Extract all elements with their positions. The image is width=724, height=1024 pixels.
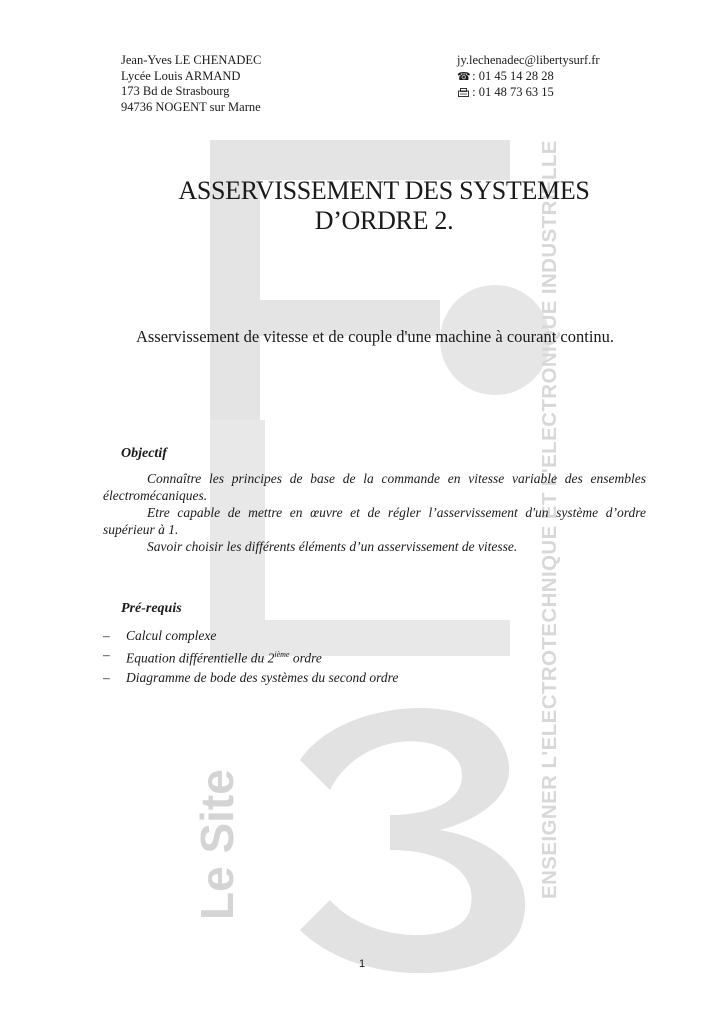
list-item: – Diagramme de bode des systèmes du second ordre — [103, 669, 399, 685]
prerequis-list — [103, 626, 398, 687]
fax-number: : 01 48 73 63 15 — [472, 85, 554, 99]
document-title — [62, 176, 706, 236]
phone-line — [457, 69, 600, 86]
watermark-vertical-text: ENSEIGNER L'ELECTROTECHNIQUE ET L'ELECTRONIQUE INDUSTRIELLE — [538, 140, 561, 899]
objectif-heading: Objectif — [121, 446, 167, 461]
author-block — [121, 53, 261, 115]
phone-number: : 01 45 14 28 28 — [472, 68, 554, 83]
watermark-logo-text: Le Site — [191, 769, 243, 920]
bullet-dash: – — [103, 647, 110, 662]
title-line-1: ASSERVISSEMENT DES SYSTEMES — [178, 176, 590, 205]
email-link[interactable]: jy.lechenadec@libertysurf.fr — [457, 53, 600, 67]
document-subtitle: Asservissement de vitesse et de couple d'une machine à courant continu. — [135, 327, 615, 346]
prerequis-heading: Pré-requis — [121, 601, 182, 616]
page-number: 1 — [358, 958, 366, 970]
bullet-dash: – — [103, 669, 110, 685]
bullet-dash: – — [103, 628, 110, 643]
objectif-paragraph: Etre capable de mettre en œuvre et de régler l’asservissement d'un système d’ordre supérieur à 1. — [103, 505, 646, 537]
objectif-paragraph: Connaître les principes de base de la commande en vitesse variable des ensembles électromécaniques. — [103, 471, 646, 503]
author-name: Jean-Yves LE CHENADEC — [121, 53, 262, 67]
school-name: Lycée Louis ARMAND — [121, 68, 241, 83]
list-item: – Calcul complexe — [103, 628, 217, 643]
fax-line — [457, 85, 600, 102]
title-line-2: D’ORDRE 2. — [314, 206, 454, 235]
list-item: – Equation différentielle du 2ième ordre — [103, 647, 322, 666]
objectif-paragraph: Savoir choisir les différents éléments d’un asservissement de vitesse. — [147, 539, 518, 554]
street-address: 173 Bd de Strasbourg — [121, 84, 230, 98]
city-address: 94736 NOGENT sur Marne — [121, 99, 261, 114]
contact-block — [457, 53, 600, 102]
fax-icon — [457, 86, 469, 102]
phone-icon: ☎ — [457, 70, 471, 83]
objectif-paragraphs — [103, 470, 646, 555]
